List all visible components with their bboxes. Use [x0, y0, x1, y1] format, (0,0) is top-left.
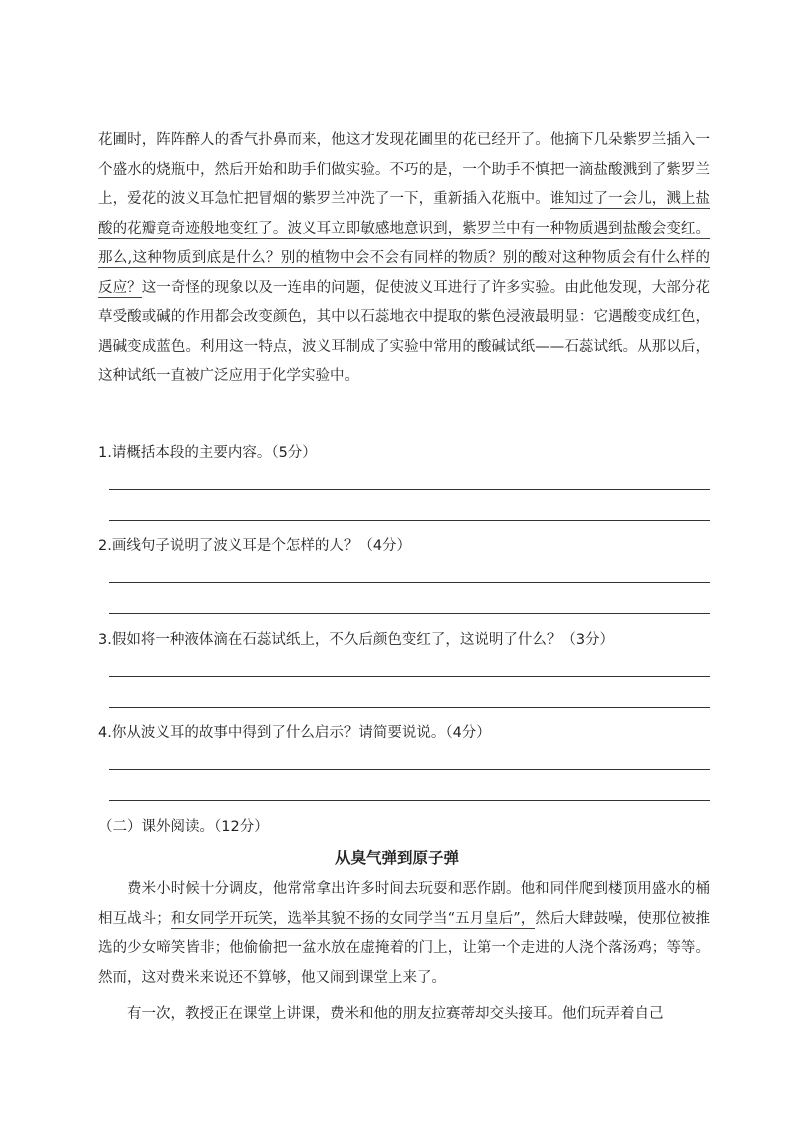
article-paragraph-2: 有一次，教授正在课堂上讲课，费米和他的朋友拉赛蒂却交头接耳。他们玩弄着自己 — [127, 1006, 664, 1022]
passage-text-1: 花圃时，阵阵醉人的香气扑鼻而来，他这才发现花圃里的花已经开了。他摘下几朵紫罗兰插入一个盛水的烧瓶中，然后开始和助手们做实验。不巧的是，一个助手不慎把一滴盐酸溅到了紫罗兰上，爱花的波义耳急忙把冒烟的紫罗兰冲洗了一下，重新插入花瓶中。 — [98, 132, 710, 207]
answer-line[interactable] — [109, 676, 710, 677]
section-heading: （二）课外阅读。（12分） — [98, 819, 269, 835]
answer-line[interactable] — [109, 613, 710, 614]
article-paragraph-1 — [98, 875, 710, 993]
answer-line[interactable] — [109, 520, 710, 521]
article-title: 从臭气弹到原子弹 — [334, 849, 459, 867]
article-text-1b: 然后大肆鼓噪，使那位被推选的少女啼笑皆非；他偷偷把一盆水放在虚掩着的门上，让第一个走进的人浇个落汤鸡；等等。然而，这对费米来说还不算够，他又闹到课堂上来了。 — [98, 910, 711, 986]
answer-line[interactable] — [109, 800, 710, 801]
underlined-sentence-2: 和女同学开玩笑，选举其貌不扬的女同学当“五月皇后”， — [170, 910, 536, 927]
passage-paragraph-1 — [98, 126, 710, 392]
passage-text-2: 这一奇怪的现象以及一连串的问题，促使波义耳进行了许多实验。由此他发现，大部分花草受酸或碱的作用都会改变颜色，其中以石蕊地衣中提取的紫色浸液最明显：它遇酸变成红色，遇碱变成蓝色。利用这一特点，波义耳制成了实验中常用的酸碱试纸——石蕊试纸。从那以后，这种试纸一直被广泛应用于化学实验中。 — [98, 279, 711, 384]
underlined-sentence: 谁知过了一会儿，溅上盐酸的花瓣竟奇迹般地变红了。波义耳立即敏感地意识到，紫罗兰中有一种物质遇到盐酸会变红。那么,这种物质到底是什么？别的植物中会不会有同样的物质？别的酸对这种物质会有什么样的反应？ — [98, 191, 710, 296]
question-2: 2.画线句子说明了波义耳是个怎样的人？（4分） — [98, 538, 412, 554]
question-3: 3.假如将一种液体滴在石蕊试纸上，不久后颜色变红了，这说明了什么？（3分） — [98, 632, 615, 648]
answer-line[interactable] — [109, 489, 710, 490]
answer-line[interactable] — [109, 582, 710, 583]
answer-line[interactable] — [109, 707, 710, 708]
answer-line[interactable] — [109, 769, 710, 770]
question-1: 1.请概括本段的主要内容。（5分） — [98, 445, 317, 461]
article-text-1a: 费米小时候十分调皮，他常常拿出许多时间去玩耍和恶作剧。他和同伴爬到楼顶用盛水的桶相互战斗； — [98, 881, 710, 927]
question-4: 4.你从波义耳的故事中得到了什么启示？请简要说说。（4分） — [98, 725, 491, 741]
